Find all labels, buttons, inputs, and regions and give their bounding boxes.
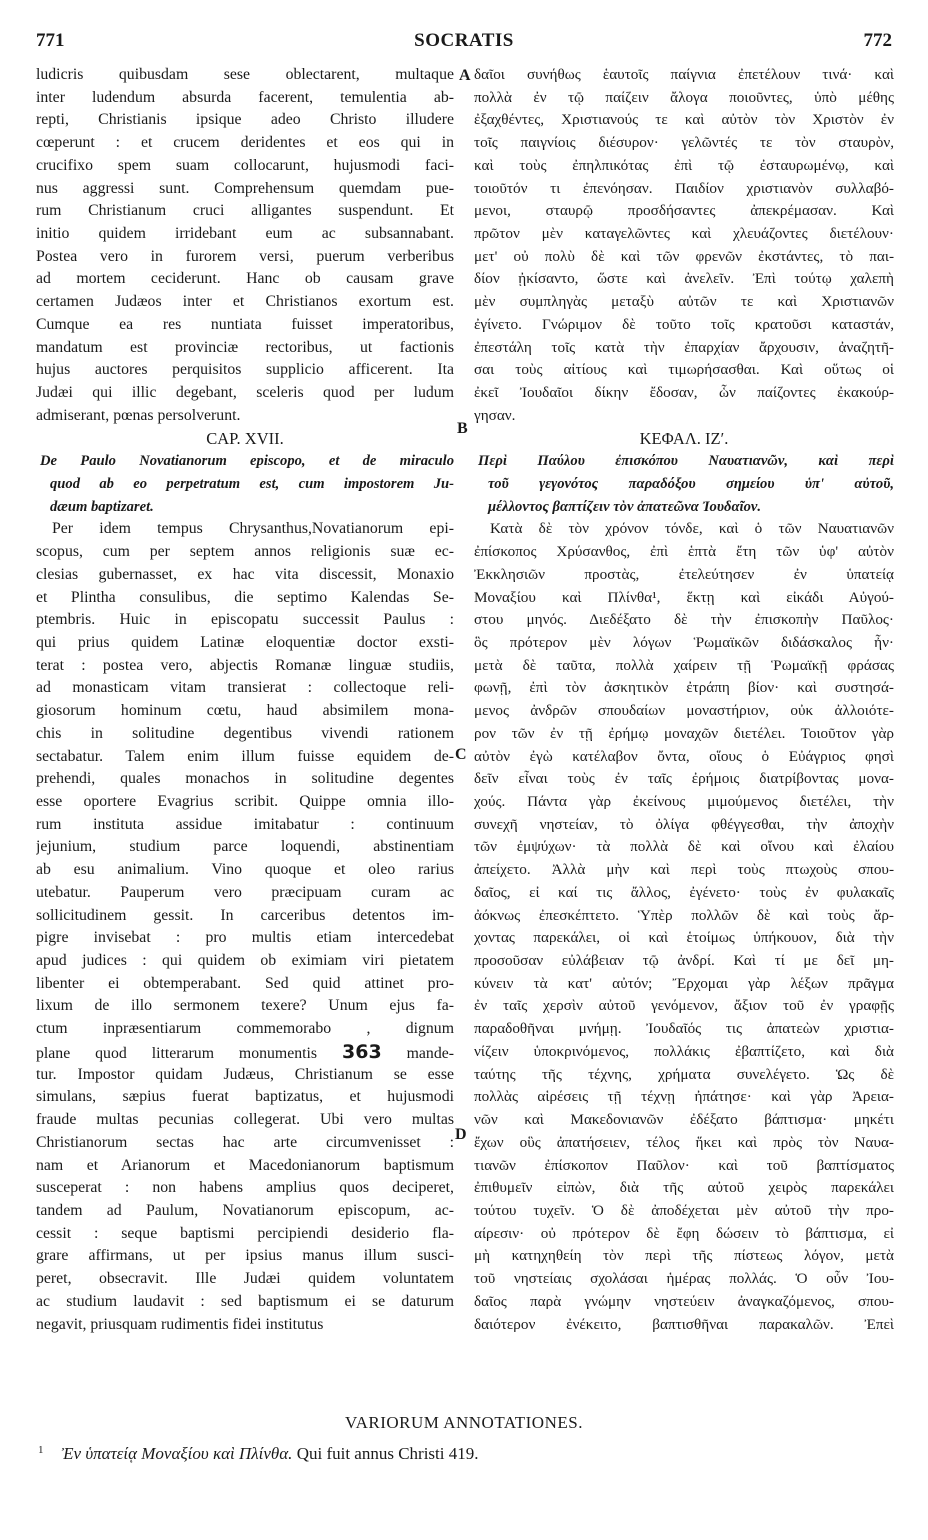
text-line: ἀόκνως ἐπεσκέπτετο. Ὑπὲρ πολλῶν δὲ καὶ τοὺς ἄρ- (474, 906, 894, 924)
text-line: ἐπιθυμεῖν εἰπὼν, διὰ τῆς αὐτοῦ χειρὸς παρεκάλει (474, 1179, 894, 1197)
latin-column (36, 64, 454, 1336)
text-line: μετὰ δὲ ταῦτα, πολλὰ χαίρειν τῇ Ῥωμαϊκῇ φράσας (474, 656, 894, 674)
text-line: ἐν ταῖς χερσὶν αὐτοῦ γενόμενον, ἄξιον τοῦ ἐν γραφῇς (474, 997, 894, 1015)
text-line: crucifixo spem suam collocarunt, hujusmodi faci- (36, 156, 454, 174)
text-line: nus aggressi sunt. Comprehensum quemdam pue- (36, 179, 454, 197)
text-line: φωνῇ, ἐπὶ τὸν ἀσκητικὸν ἐτράπη βίον· καὶ συστησά- (474, 679, 894, 697)
text-line: Κατὰ δὲ τὸν χρόνον τόνδε, καὶ ὁ τῶν Ναυατιανῶν (490, 520, 894, 538)
text-line: Μοναξίου καὶ Πλίνθα¹, ἕκτῃ καὶ εἰκάδι Αὐγού- (474, 588, 894, 606)
chapter-subtitle-line: Περὶ Παύλου ἐπισκόπου Ναυατιανῶν, καὶ περὶ (478, 453, 894, 470)
text-line: certamen Judæos inter et Christianos exortum est. (36, 293, 454, 311)
annotation-greek: Ἐν ὑπατείᾳ Μοναξίου καὶ Πλίνθα. (61, 1444, 293, 1463)
text-line: δαῖος παρὰ γνώμην νηστεύειν ἀναγκαζόμενος, σπου- (474, 1292, 894, 1310)
text-line: ἐκεῖ Ἰουδαῖοι δίκην ἔδοσαν, ὧν παίζοντες ἐκακούρ- (474, 384, 894, 402)
text-line: tandem ad Paulum, Novatianorum episcopum, ac- (36, 1201, 454, 1219)
text-line: susceperat : non habens amplius quos deciperet, (36, 1179, 454, 1197)
text-line: esse oportere Evagrius scribit. Quippe omnia illo- (36, 793, 454, 810)
text-line: δαῖος, εἰ καί τις ἄλλος, ἐγένετο· τοὺς ἐν φυλακαῖς (474, 883, 894, 901)
text-line: lixum de illo sermonem texere? Unum ejus fa- (36, 997, 454, 1015)
text-line: ad mortem ceciderunt. Hanc ob causam grave (36, 270, 454, 288)
text-line: repti, Christianis ipsique adeo Christo illudere (36, 111, 454, 129)
text-line: qui prius quidem Latinæ eloquentiæ doctor exsti- (36, 633, 454, 651)
text-line: inter ludendum absurda facerent, temulentia ab- (36, 88, 454, 106)
margin-marker-b: B (457, 420, 468, 437)
chapter-subtitle-line: De Paulo Novatianorum episcopo, et de miraculo (40, 453, 454, 470)
text-line: αίρεσιν· οὐ πρότερον δὲ ἔφη δώσειν τὸ βάπτισμα, εἰ (474, 1224, 894, 1242)
text-line: ctum inpræsentiarum commemorabo , dignum (36, 1020, 454, 1038)
text-line: sectabatur. Talem enim illum fuisse equidem de- (36, 747, 454, 765)
chapter-title: ΚΕΦΑΛ. ΙΖʹ. (639, 428, 729, 448)
text-line: γησαν. (474, 406, 516, 424)
text-line: giosorum hominum cœtu, haud absimilem mona- (36, 702, 454, 720)
text-line: τιανῶν ἐπίσκοπον Παῦλον· καὶ τοῦ βαπτίσματος (474, 1156, 894, 1174)
margin-marker-a: A (459, 67, 471, 84)
text-line: pigre invisebat : pro multis etiam intercedebat (36, 929, 454, 947)
text-line: ἐγίνετο. Γνώριμον δὲ τοῦτο τοῖς κρατοῦσι καταστάν, (474, 315, 894, 333)
text-line: μὴ κατηχηθείη τὸν περὶ τῆς πίστεως λόγον, μετὰ (474, 1247, 894, 1265)
text-line: πολλὰ ἐν τῷ παίζειν ἄλογα ποιοῦντες, ὑπὸ μέθης (474, 88, 894, 106)
text-line: κύνειν τὰ κατ' αὐτόν; Ἔρχομαι γὰρ λέξων πρᾶγμα (474, 974, 894, 992)
chapter-subtitle-line: quod ab eo perpetratum est, cum impostorem Ju- (50, 475, 454, 492)
running-title: SOCRATIS (414, 30, 514, 51)
text-line: jejunium, studium parce loquendi, abstinentiam (36, 838, 454, 856)
text-line: ρον τῶν ἐν τῇ ἐρήμῳ μοναχῶν διετέλει. Τοιοῦτον γὰρ (474, 724, 894, 742)
text-line: Ἐκκλησιῶν προστὰς, ἐτελεύτησεν ἐν ὑπατείᾳ (474, 565, 894, 583)
text-line: mandatum est provinciæ rectoribus, ut factionis (36, 338, 454, 356)
text-line: Per idem tempus Chrysanthus,Novatianorum epi- (52, 520, 454, 538)
text-line: ἐξαχθέντες, Χριστιανούς τε καὶ αὐτὸν τὸν Χριστὸν ἐν (474, 111, 894, 129)
text-line: τοιοῦτόν τι ἐπενόησαν. Παιδίον χριστιανὸν συλλαβό- (474, 179, 894, 197)
text-line: πολλὰς αἱρέσεις τῇ τέχνῃ ἠπάτησε· καὶ γὰρ Ἀρεια- (474, 1088, 894, 1106)
text-segment: mande- (406, 1044, 454, 1062)
chapter-title: CAP. XVII. (206, 428, 284, 448)
text-line: ἐπεστάλη τοῖς κατὰ τὴν ἐπαρχίαν ἄρχουσιν, ἀναζητῆ- (474, 338, 894, 356)
text-line: rum instituta assidue imitabatur : continuum (36, 815, 454, 833)
text-line: ludicris quibusdam sese oblectarent, multaque (36, 66, 454, 83)
text-line: ac studium laudavit : sed baptismum ei se daturum (36, 1292, 454, 1310)
annotation-marker: 1 (38, 1444, 44, 1456)
text-line: ἀπείχετο. Ἀλλὰ μὴν καὶ περὶ τοὺς πτωχοὺς σπου- (474, 861, 894, 879)
text-line: grare affirmans, ut per ipsius manus illum susci- (36, 1247, 454, 1265)
text-line: τῶν ἐμψύχων· τὰ πολλὰ δὲ καὶ οἴνου καὶ ἐλαίου (474, 838, 894, 856)
text-line: ταύτης τῆς τέχνης, χρήματα συνελέγετο. Ὡς δὲ (474, 1065, 894, 1083)
text-line: prehendi, quales monachos in solitudine degentes (36, 770, 454, 788)
text-line: negavit, priusquam rudimentis fidei institutus (36, 1315, 324, 1333)
text-line: chis in solitudine degentibus vivendi rationem (36, 724, 454, 742)
text-line: clesias gubernasset, ex hac vita discessit, Monaxio (36, 565, 454, 583)
text-line: αὐτὸν ἐγὼ κατέλαβον ὄντα, οἵους ὁ Εὐάγριος φησὶ (474, 747, 894, 765)
text-line: νίζειν ὑποκρινόμενος, πολλάκις ἐβαπτίζετο, καὶ διὰ (474, 1042, 894, 1060)
chapter-subtitle-line: dæum baptizaret. (50, 498, 154, 515)
text-line: πρῶτον μὲν καταγελῶντες καὶ χλευάζοντες διετέλουν· (474, 225, 894, 243)
text-line: δαῖοι συνήθως ἑαυτοῖς παίγνια ἐπετέλουν τινά· καὶ (474, 66, 894, 83)
text-line: ab esu animalium. Vino quoque et oleo rarius (36, 861, 454, 879)
text-line: hujus auctores perquisitos supplicio afficerent. Ita (36, 361, 454, 379)
text-line: libenter ei obtemperabant. Sed quid attinet pro- (36, 974, 454, 992)
text-line: et Plintha consulibus, die septimo Kalendas Se- (36, 588, 454, 606)
text-line: σαι τοὺς αἰτίους καὶ τιμωρήσασθαι. Καὶ οὕτως οἱ (474, 361, 894, 379)
text-line: τοῦ νηστείαις σχολάσαι ἡμέρας πολλάς. Ὁ οὖν Ἰου- (474, 1270, 894, 1288)
text-line: μετ' οὐ πολὺ δὲ καὶ τῶν φρενῶν ἐκστάντες, τὸ παι- (474, 247, 894, 265)
text-line: apud judices : qui quidem ob eximiam viri pietatem (36, 952, 454, 970)
text-line: tur. Impostor quidam Judæus, Christianum se esse (36, 1065, 454, 1083)
text-line: στου μηνός. Διεδέξατο δὲ τὴν ἐπισκοπὴν Παῦλος· (474, 611, 894, 629)
text-line: scopus, cum per septem annos religionis suæ ec- (36, 543, 454, 561)
page-number-right: 772 (863, 30, 892, 51)
text-line: προσοῦσαν εὐλάβειαν τῷ ἀνδρί. Καὶ τί με δεῖ μη- (474, 952, 894, 970)
text-line: Judæi qui illic degebant, sceleris quod per ludum (36, 384, 454, 402)
text-line-with-column-number (36, 1041, 454, 1064)
text-line: δαιότερον ἐνέκειτο, βαπτισθῆναι παρακαλῶν. Ἐπεὶ (474, 1315, 894, 1333)
text-line: peret, obsecravit. Ille Judæi quidem voluntatem (36, 1270, 454, 1288)
text-line: admiserant, pœnas persolverunt. (36, 406, 241, 424)
text-line: μενοι, σταυρῷ προσδήσαντες ἀπεκρέμασαν. Καὶ (474, 202, 894, 220)
text-line: νῶν καὶ Μακεδονιανῶν ἐδέξατο βάπτισμα· μηκέτι (474, 1111, 894, 1129)
margin-marker-d: D (455, 1126, 467, 1143)
text-line: τούτου τυχεῖν. Ὁ δὲ ἀποδέχεται μὲν αὐτοῦ τὴν προ- (474, 1201, 894, 1219)
text-line: συνεχῆ νηστείαν, τὸ ὀλίγα φθέγγεσθαι, τὴν ἀποχὴν (474, 815, 894, 833)
text-line: μὲν συμπληγὰς μεταξὺ αὐτῶν τε καὶ Χριστιανῶν (474, 293, 894, 311)
text-line: sollicitudinem gessit. In carceribus detentos im- (36, 906, 454, 924)
text-line: nam et Arianorum et Macedonianorum baptismum (36, 1156, 454, 1174)
text-line: χοντας παρεκάλει, οἱ καὶ ἑτοίμως ὑπήκουον, διὰ τὴν (474, 929, 894, 947)
chapter-subtitle-line: μέλλοντος βαπτίζειν τὸν ἀπατεῶνα Ἰουδαῖον. (488, 498, 762, 515)
text-line: Postea vero in furorem versi, puerum verberibus (36, 247, 454, 265)
text-line: cœperunt : et crucem deridentes et eos qui in (36, 134, 454, 152)
text-line: παραδοθῆναι μνήμῃ. Ἰουδαῖός τις ἀπατεὼν χριστια- (474, 1020, 894, 1038)
chapter-subtitle-line: τοῦ γεγονότος παραδόξου σημείου ὑπ' αὐτοῦ, (488, 475, 894, 492)
text-line: ad monasticam vitam transierat : collectoque reli- (36, 679, 454, 697)
text-line: δεῖν εἶναι τοὺς ἐν ταῖς ἐρήμοις διατρίβοντας μονα- (474, 770, 894, 788)
page-number-left: 771 (36, 30, 65, 51)
annotation-note (38, 1444, 898, 1464)
page-header (36, 30, 892, 54)
margin-marker-c: C (455, 746, 467, 763)
text-line: χούς. Πάντα γὰρ ἐκείνους μιμούμενος διετέλει, τὴν (474, 793, 894, 810)
text-segment: plane quod litterarum monumentis (36, 1044, 318, 1062)
text-line: Christianorum sectas hac arte circumvenisset : (36, 1133, 454, 1151)
text-line: rum Christianum cruci alligantes suspendunt. Et (36, 202, 454, 220)
text-line: ὃς πρότερον μὲν λόγων Ῥωμαϊκῶν διδάσκαλος ἦν· (474, 633, 894, 651)
text-line: terat : postea vero, abjectis Romanæ linguæ studiis, (36, 656, 454, 674)
text-line: καὶ τοὺς ἐπηλπικότας ἐπὶ τῷ ἐσταυρωμένῳ, καὶ (474, 156, 894, 174)
text-line: τοῖς παιγνίοις διέσυρον· γελῶντές τε τὸν σταυρὸν, (474, 134, 894, 152)
column-number: 363 (342, 1040, 382, 1063)
text-line: Cumque ea res nuntiata fuisset imperatoribus, (36, 315, 454, 333)
text-line: δίον ᾐκίσαντο, ὥστε καὶ ἀνελεῖν. Ἐπὶ τούτῳ χαλεπὴ (474, 270, 894, 288)
annotations-title: VARIORUM ANNOTATIONES. (345, 1413, 583, 1432)
text-line: ἔχων οὓς ἀπατήσειεν, τέλος ἥκει καὶ πρὸς τὸν Ναυα- (474, 1133, 894, 1151)
text-line: initio quidem irridebant eum ac subsannabant. (36, 225, 454, 243)
greek-column (474, 64, 894, 1336)
text-line: simulans, sæpius fuerat baptizatus, et hujusmodi (36, 1088, 454, 1106)
annotation-latin: Qui fuit annus Christi 419. (296, 1444, 479, 1463)
text-line: μενος ἀνδρῶν σπουδαίων μοναστήριον, οὐκ ἀλλοιότε- (474, 702, 894, 720)
text-line: cessit : seque baptismi percipiendi desiderio fla- (36, 1224, 454, 1242)
text-line: fraude multas pecunias collegerat. Ubi vero multas (36, 1111, 454, 1129)
text-line: ἐπίσκοπος Χρύσανθος, ἐπὶ ἑπτὰ ἔτη τῶν ὑφ' αὐτὸν (474, 543, 894, 561)
text-line: utebatur. Pauperum vero præcipuam curam ac (36, 883, 454, 901)
text-line: ptembris. Huic in episcopatu successit Paulus : (36, 611, 454, 629)
